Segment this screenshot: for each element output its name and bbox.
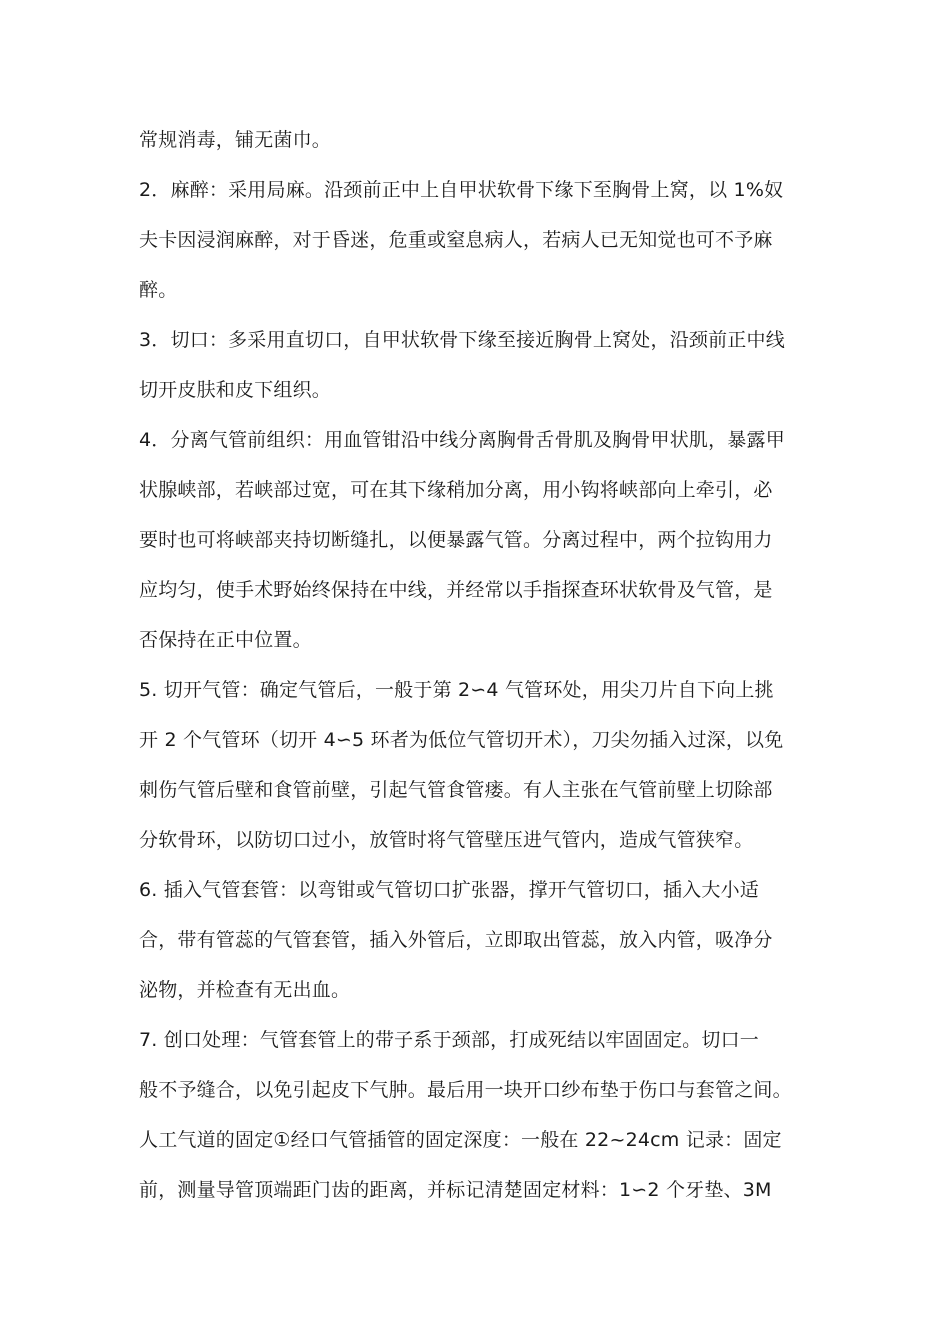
text-line: 3．切口：多采用直切口，自甲状软骨下缘至接近胸骨上窝处，沿颈前正中线 — [139, 329, 785, 351]
text-line: 2．麻醉：采用局麻。沿颈前正中上自甲状软骨下缘下至胸骨上窝，以 1%奴 — [139, 179, 784, 201]
text-line: 人工气道的固定①经口气管插管的固定深度：一般在 22~24cm 记录：固定 — [139, 1129, 782, 1151]
text-line: 应均匀，使手术野始终保持在中线，并经常以手指探查环状软骨及气管，是 — [139, 579, 773, 601]
text-line: 泌物，并检查有无出血。 — [139, 979, 351, 1001]
text-line: 分软骨环，以防切口过小，放管时将气管壁压进气管内，造成气管狭窄。 — [139, 829, 754, 851]
text-line: 状腺峡部，若峡部过宽，可在其下缘稍加分离，用小钩将峡部向上牵引，必 — [139, 479, 773, 501]
text-line: 7. 创口处理：气管套管上的带子系于颈部，打成死结以牢固固定。切口一 — [139, 1029, 759, 1051]
text-line: 切开皮肤和皮下组织。 — [139, 379, 332, 401]
text-line: 前，测量导管顶端距门齿的距离，并标记清楚固定材料：1∽2 个牙垫、3M — [139, 1179, 772, 1201]
text-line: 醉。 — [139, 279, 178, 301]
text-line: 开 2 个气管环（切开 4∽5 环者为低位气管切开术），刀尖勿插入过深，以免 — [139, 729, 784, 751]
text-line: 般不予缝合，以免引起皮下气肿。最后用一块开口纱布垫于伤口与套管之间。 — [139, 1079, 792, 1101]
text-line: 要时也可将峡部夹持切断缝扎，以便暴露气管。分离过程中，两个拉钩用力 — [139, 529, 773, 551]
text-line: 否保持在正中位置。 — [139, 629, 312, 651]
text-line: 5. 切开气管：确定气管后，一般于第 2∽4 气管环处，用尖刀片自下向上挑 — [139, 679, 774, 701]
text-line: 4．分离气管前组织：用血管钳沿中线分离胸骨舌骨肌及胸骨甲状肌，暴露甲 — [139, 429, 785, 451]
text-line: 常规消毒，铺无菌巾。 — [139, 129, 332, 151]
text-line: 6. 插入气管套管：以弯钳或气管切口扩张器，撑开气管切口，插入大小适 — [139, 879, 759, 901]
text-line: 夫卡因浸润麻醉，对于昏迷，危重或窒息病人，若病人已无知觉也可不予麻 — [139, 229, 773, 251]
text-line: 刺伤气管后壁和食管前壁，引起气管食管瘘。有人主张在气管前壁上切除部 — [139, 779, 773, 801]
text-line: 合，带有管蕊的气管套管，插入外管后，立即取出管蕊，放入内管，吸净分 — [139, 929, 773, 951]
